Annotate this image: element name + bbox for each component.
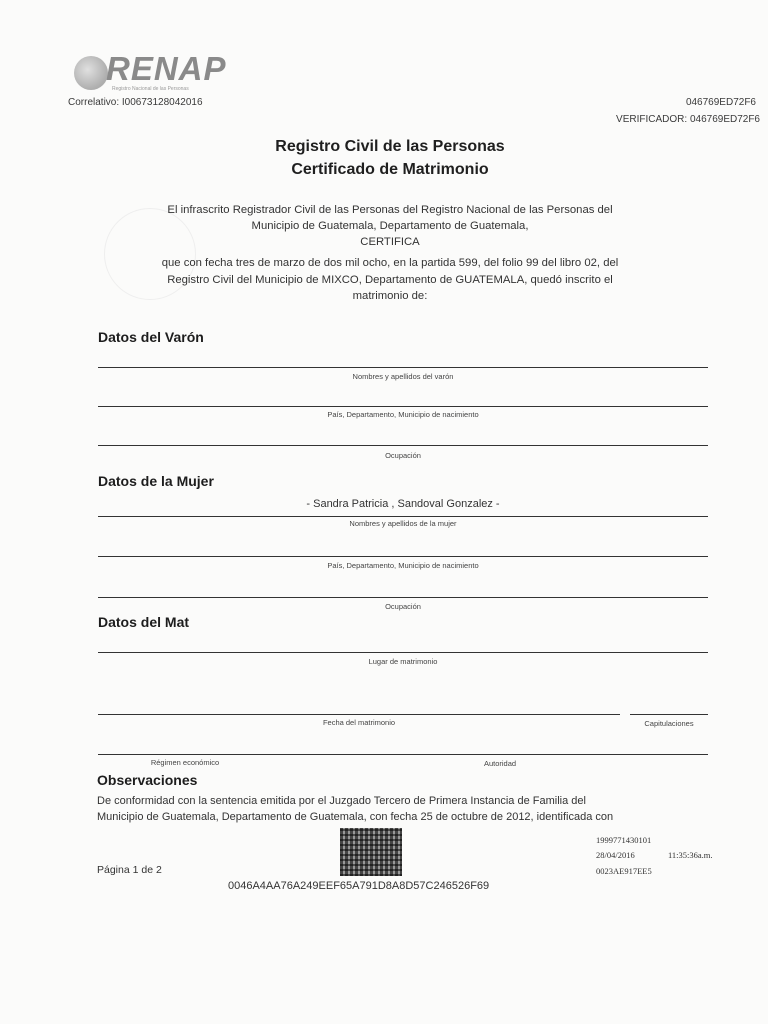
- page-title: Registro Civil de las Personas: [275, 138, 505, 155]
- varon-occupation-caption: Ocupación: [385, 451, 421, 460]
- mujer-name-value: - Sandra Patricia , Sandoval Gonzalez -: [306, 498, 500, 510]
- section-heading-observaciones: Observaciones: [97, 772, 198, 788]
- matrimonio-date-line: [98, 714, 620, 715]
- autoridad-caption: Autoridad: [483, 759, 517, 768]
- varon-name-caption: Nombres y apellidos del varón: [352, 372, 454, 381]
- capitulaciones-line: [630, 714, 708, 715]
- intro-line-2: Municipio de Guatemala, Departamento de Guatemala,: [251, 220, 529, 232]
- intro-line-6: matrimonio de:: [352, 290, 428, 302]
- stamp-code: 0023AE917EE5: [596, 866, 652, 876]
- mujer-occupation-line: [98, 597, 708, 598]
- intro-line-5: Registro Civil del Municipio de MIXCO, Departamento de GUATEMALA, quedó inscrito el: [167, 274, 613, 286]
- matrimonio-place-line: [98, 652, 708, 653]
- verificador: VERIFICADOR: 046769ED72F6: [616, 114, 760, 125]
- stamp-id: 1999771430101: [596, 835, 652, 845]
- observaciones-line-2: Municipio de Guatemala, Departamento de Guatemala, con fecha 25 de octubre de 2012, identificada con: [97, 811, 614, 823]
- varon-occupation-line: [98, 445, 708, 446]
- stamp-date: 28/04/2016: [596, 850, 635, 860]
- section-heading-matrimonio: Datos del Mat: [98, 614, 190, 630]
- varon-name-line: [98, 367, 708, 368]
- intro-certifica: CERTIFICA: [360, 236, 420, 248]
- document-hash: 0046A4AA76A249EEF65A791D8A8D57C246526F69: [228, 880, 490, 892]
- qr-code: [340, 828, 402, 876]
- regimen-caption: Régimen económico: [150, 758, 220, 767]
- mujer-name-line: [98, 516, 708, 517]
- section-heading-mujer: Datos de la Mujer: [98, 473, 214, 489]
- renap-logo-subtitle: Registro Nacional de las Personas: [112, 86, 189, 92]
- matrimonio-date-caption: Fecha del matrimonio: [322, 718, 396, 727]
- regimen-autoridad-line: [98, 754, 708, 755]
- varon-birthplace-caption: País, Departamento, Municipio de nacimiento: [327, 410, 479, 419]
- observaciones-line-1: De conformidad con la sentencia emitida por el Juzgado Tercero de Primera Instancia de Familia del: [97, 795, 586, 807]
- stamp-time: 11:35:36a.m.: [668, 850, 713, 860]
- mujer-birthplace-caption: País, Departamento, Municipio de nacimiento: [327, 561, 479, 570]
- mujer-name-caption: Nombres y apellidos de la mujer: [349, 519, 457, 528]
- matrimonio-place-caption: Lugar de matrimonio: [368, 657, 438, 666]
- intro-line-4: que con fecha tres de marzo de dos mil ocho, en la partida 599, del folio 99 del libro 02, del: [161, 257, 619, 269]
- page-number: Página 1 de 2: [97, 864, 162, 876]
- correlativo: Correlativo: I00673128042016: [68, 97, 203, 108]
- varon-birthplace-line: [98, 406, 708, 407]
- renap-logo: RENAP: [106, 50, 227, 87]
- intro-line-1: El infrascrito Registrador Civil de las Personas del Registro Nacional de las Personas del: [167, 204, 613, 216]
- section-heading-varon: Datos del Varón: [98, 329, 204, 345]
- document-code: 046769ED72F6: [685, 97, 756, 108]
- mujer-birthplace-line: [98, 556, 708, 557]
- renap-logo-icon: [74, 56, 108, 90]
- capitulaciones-caption: Capitulaciones: [644, 719, 694, 728]
- mujer-occupation-caption: Ocupación: [385, 602, 421, 611]
- page-subtitle: Certificado de Matrimonio: [291, 161, 489, 178]
